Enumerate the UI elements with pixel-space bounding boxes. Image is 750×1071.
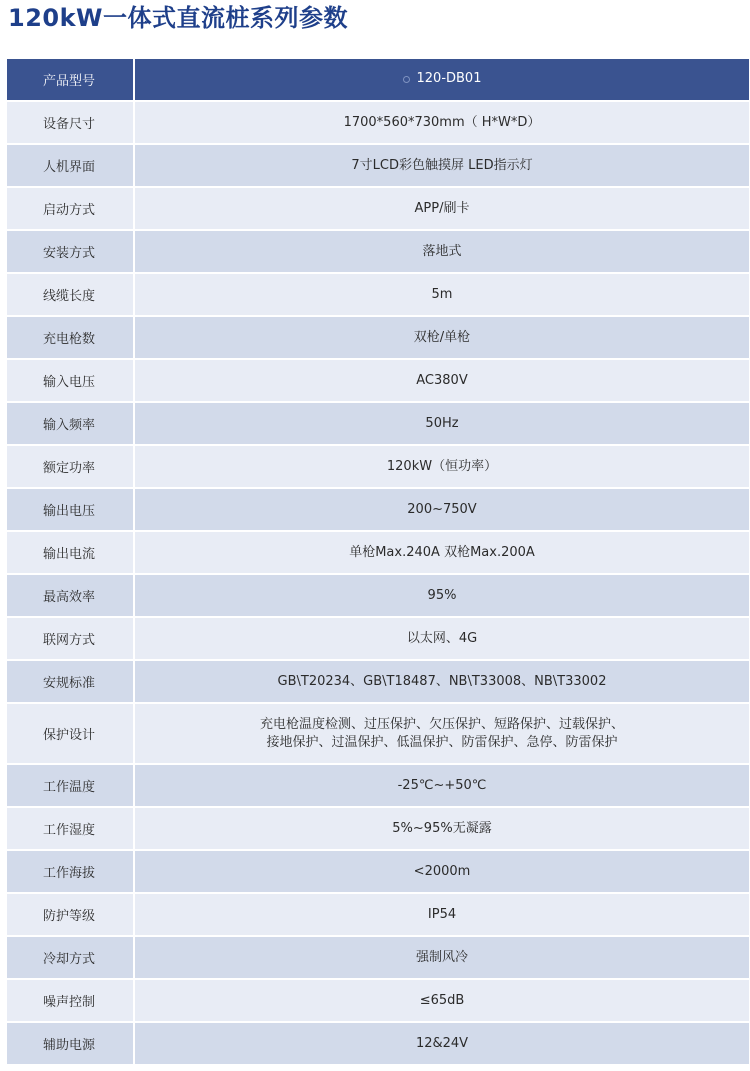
row-label: 输出电流 (7, 531, 134, 574)
row-label: 工作湿度 (7, 807, 134, 850)
row-value: 12&24V (134, 1022, 749, 1065)
table-row (7, 979, 749, 1022)
row-value: 50Hz (134, 402, 749, 445)
row-value: 强制风冷 (134, 936, 749, 979)
row-value: 95% (134, 574, 749, 617)
table-row (7, 445, 749, 488)
row-label: 辅助电源 (7, 1022, 134, 1065)
table-row (7, 850, 749, 893)
table-row (7, 531, 749, 574)
table-row (7, 574, 749, 617)
row-value: APP/刷卡 (134, 187, 749, 230)
row-label: 输入电压 (7, 359, 134, 402)
row-value: 5%~95%无凝露 (134, 807, 749, 850)
table-row (7, 230, 749, 273)
table-row (7, 187, 749, 230)
table-row (7, 488, 749, 531)
page-title: 120kW一体式直流桩系列参数 (8, 4, 349, 32)
table-row (7, 764, 749, 807)
row-label: 安装方式 (7, 230, 134, 273)
row-value: 以太网、4G (134, 617, 749, 660)
table-row (7, 359, 749, 402)
row-value: GB\T20234、GB\T18487、NB\T33008、NB\T33002 (134, 660, 749, 703)
table-row (7, 703, 749, 764)
row-value: -25℃~+50℃ (134, 764, 749, 807)
header-value: 120-DB01 (416, 71, 482, 87)
table-row (7, 660, 749, 703)
table-row (7, 402, 749, 445)
row-value: 200~750V (134, 488, 749, 531)
row-label: 安规标准 (7, 660, 134, 703)
table-row (7, 316, 749, 359)
row-value: 1700*560*730mm（ H*W*D） (134, 101, 749, 144)
table-row (7, 936, 749, 979)
row-label: 工作温度 (7, 764, 134, 807)
row-label: 设备尺寸 (7, 101, 134, 144)
table-row (7, 1022, 749, 1065)
row-label: 最高效率 (7, 574, 134, 617)
row-label: 额定功率 (7, 445, 134, 488)
row-label: 防护等级 (7, 893, 134, 936)
row-label: 线缆长度 (7, 273, 134, 316)
table-row (7, 617, 749, 660)
row-value: 120kW（恒功率） (134, 445, 749, 488)
row-value: 落地式 (134, 230, 749, 273)
row-label: 噪声控制 (7, 979, 134, 1022)
row-label: 人机界面 (7, 144, 134, 187)
row-label: 充电枪数 (7, 316, 134, 359)
table-row (7, 273, 749, 316)
row-label: 联网方式 (7, 617, 134, 660)
row-value: 7寸LCD彩色触摸屏 LED指示灯 (134, 144, 749, 187)
table-row (7, 807, 749, 850)
row-value: AC380V (134, 359, 749, 402)
row-label: 输出电压 (7, 488, 134, 531)
row-label: 工作海拔 (7, 850, 134, 893)
header-value-cell (134, 59, 749, 101)
row-label: 输入频率 (7, 402, 134, 445)
row-value: IP54 (134, 893, 749, 936)
row-value: 双枪/单枪 (134, 316, 749, 359)
row-value-line-1: 充电枪温度检测、过压保护、欠压保护、短路保护、过载保护、 (259, 716, 624, 732)
table-row (7, 893, 749, 936)
row-value: <2000m (134, 850, 749, 893)
spec-table (7, 59, 749, 1066)
row-value: 5m (134, 273, 749, 316)
header-label: 产品型号 (7, 59, 134, 101)
table-row (7, 144, 749, 187)
table-row (7, 101, 749, 144)
row-label: 保护设计 (7, 703, 134, 764)
row-label: 冷却方式 (7, 936, 134, 979)
row-value (134, 703, 749, 764)
row-value: 单枪Max.240A 双枪Max.200A (134, 531, 749, 574)
row-label: 启动方式 (7, 187, 134, 230)
circle-mark-icon (403, 76, 410, 83)
row-value-line-2: 接地保护、过温保护、低温保护、防雷保护、急停、防雷保护 (266, 734, 618, 750)
row-value: ≤65dB (134, 979, 749, 1022)
table-header-row (7, 59, 749, 101)
